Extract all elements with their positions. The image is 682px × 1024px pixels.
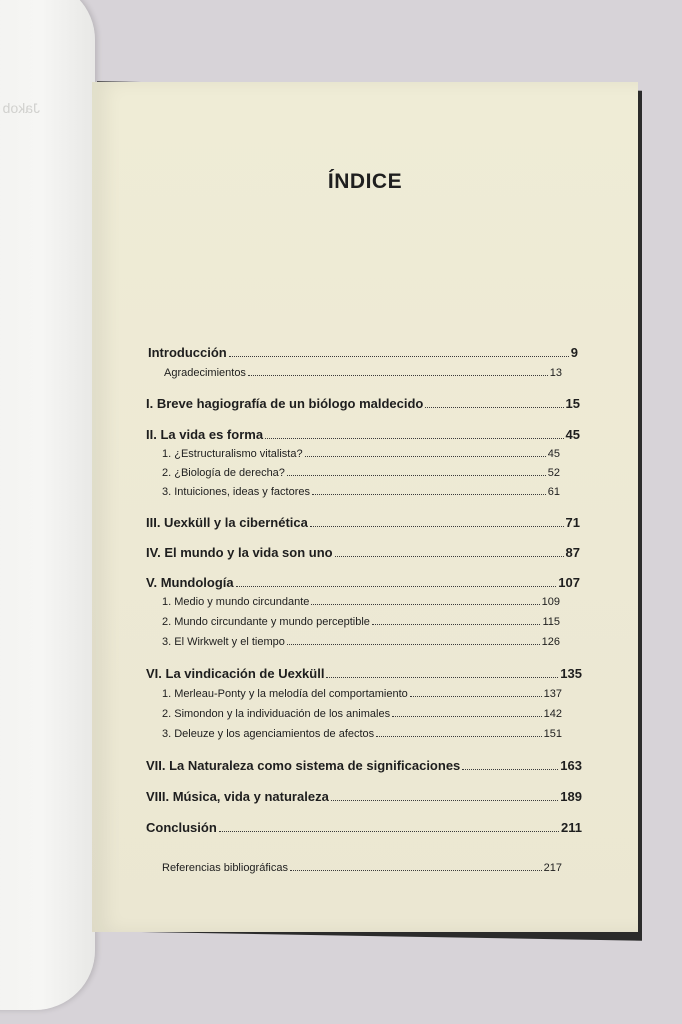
toc-entry-chapter-7	[146, 758, 582, 773]
toc-entry-page: 61	[547, 486, 560, 498]
dot-leader	[310, 525, 564, 527]
toc-entry-label: 2. ¿Biología de derecha?	[162, 467, 285, 479]
dot-leader	[311, 603, 539, 605]
toc-entry-page: 45	[565, 427, 580, 442]
toc-entry-page: 135	[560, 666, 582, 681]
toc-entry-label: 2. Simondon y la individuación de los animales	[162, 708, 391, 720]
toc-entry-chapter-2-3	[162, 486, 560, 498]
table-of-contents	[92, 82, 638, 932]
facing-page	[0, 0, 95, 1010]
toc-entry-chapter-6-1	[162, 688, 562, 700]
toc-entry-page: 15	[565, 396, 580, 411]
toc-entry-chapter-3	[146, 515, 580, 530]
toc-entry-agradecimientos	[164, 367, 562, 379]
toc-entry-label: 1. ¿Estructuralismo vitalista?	[162, 448, 303, 460]
dot-leader	[287, 474, 546, 476]
dot-leader	[265, 437, 563, 439]
toc-entry-chapter-5-1	[162, 596, 560, 608]
dot-leader	[335, 555, 564, 557]
toc-entry-page: 9	[570, 345, 578, 360]
toc-entry-label: II. La vida es forma	[146, 427, 264, 442]
toc-entry-page: 45	[547, 448, 560, 460]
toc-entry-label: V. Mundología	[146, 575, 234, 590]
toc-entry-chapter-6-3	[162, 728, 562, 740]
toc-entry-chapter-2	[146, 427, 580, 442]
bleed-through-text: Jakob	[2, 100, 40, 116]
toc-entry-chapter-8	[146, 789, 582, 804]
dot-leader	[410, 695, 542, 697]
toc-entry-chapter-5-3	[162, 636, 560, 648]
toc-entry-label: Agradecimientos	[164, 367, 246, 379]
toc-entry-page: 109	[541, 596, 560, 608]
toc-entry-chapter-2-2	[162, 467, 560, 479]
toc-entry-chapter-1	[146, 396, 580, 411]
toc-entry-label: 1. Merleau-Ponty y la melodía del comportamiento	[162, 688, 408, 700]
toc-entry-label: III. Uexküll y la cibernética	[146, 515, 308, 530]
toc-entry-introduccion	[148, 345, 578, 360]
dot-leader	[425, 406, 563, 408]
toc-entry-page: 137	[543, 688, 562, 700]
toc-entry-conclusion	[146, 820, 582, 835]
toc-entry-label: VII. La Naturaleza como sistema de significaciones	[146, 758, 461, 773]
dot-leader	[290, 869, 542, 871]
toc-entry-label: 1. Medio y mundo circundante	[162, 596, 310, 608]
toc-entry-page: 107	[558, 575, 580, 590]
dot-leader	[236, 585, 557, 587]
toc-entry-label: Referencias bibliográficas	[162, 862, 288, 874]
toc-entry-label: 3. Deleuze y los agenciamientos de afectos	[162, 728, 375, 740]
toc-entry-page: 189	[560, 789, 582, 804]
toc-entry-label: VI. La vindicación de Uexküll	[146, 666, 325, 681]
dot-leader	[229, 355, 569, 357]
toc-entry-page: 115	[542, 616, 560, 628]
dot-leader	[219, 830, 559, 832]
toc-entry-chapter-5	[146, 575, 580, 590]
dot-leader	[462, 768, 558, 770]
toc-entry-chapter-5-2	[162, 616, 560, 628]
toc-entry-label: Introducción	[148, 345, 227, 360]
toc-entry-page: 13	[549, 367, 562, 379]
dot-leader	[312, 493, 546, 495]
toc-entry-page: 163	[560, 758, 582, 773]
toc-entry-page: 87	[565, 545, 580, 560]
dot-leader	[248, 374, 548, 376]
toc-entry-chapter-2-1	[162, 448, 560, 460]
toc-entry-label: 2. Mundo circundante y mundo perceptible	[162, 616, 370, 628]
toc-entry-chapter-6-2	[162, 708, 562, 720]
dot-leader	[305, 455, 546, 457]
toc-entry-page: 126	[541, 636, 560, 648]
toc-entry-label: IV. El mundo y la vida son uno	[146, 545, 333, 560]
toc-entry-page: 142	[543, 708, 562, 720]
toc-entry-label: I. Breve hagiografía de un biólogo maldecido	[146, 396, 424, 411]
toc-entry-chapter-6	[146, 666, 582, 681]
toc-entry-label: 3. Intuiciones, ideas y factores	[162, 486, 310, 498]
toc-entry-page: 151	[543, 728, 562, 740]
dot-leader	[287, 643, 540, 645]
toc-entry-page: 217	[543, 862, 562, 874]
dot-leader	[376, 735, 541, 737]
toc-entry-label: VIII. Música, vida y naturaleza	[146, 789, 329, 804]
toc-entry-page: 52	[547, 467, 560, 479]
toc-entry-label: Conclusión	[146, 820, 217, 835]
dot-leader	[372, 623, 541, 625]
toc-entry-referencias	[162, 862, 562, 874]
dot-leader	[331, 799, 559, 801]
toc-entry-label: 3. El Wirkwelt y el tiempo	[162, 636, 285, 648]
toc-entry-page: 71	[565, 515, 580, 530]
book-page	[92, 82, 638, 932]
dot-leader	[326, 676, 558, 678]
toc-entry-chapter-4	[146, 545, 580, 560]
page-title: ÍNDICE	[327, 170, 403, 193]
toc-entry-page: 211	[561, 820, 582, 835]
dot-leader	[392, 715, 542, 717]
